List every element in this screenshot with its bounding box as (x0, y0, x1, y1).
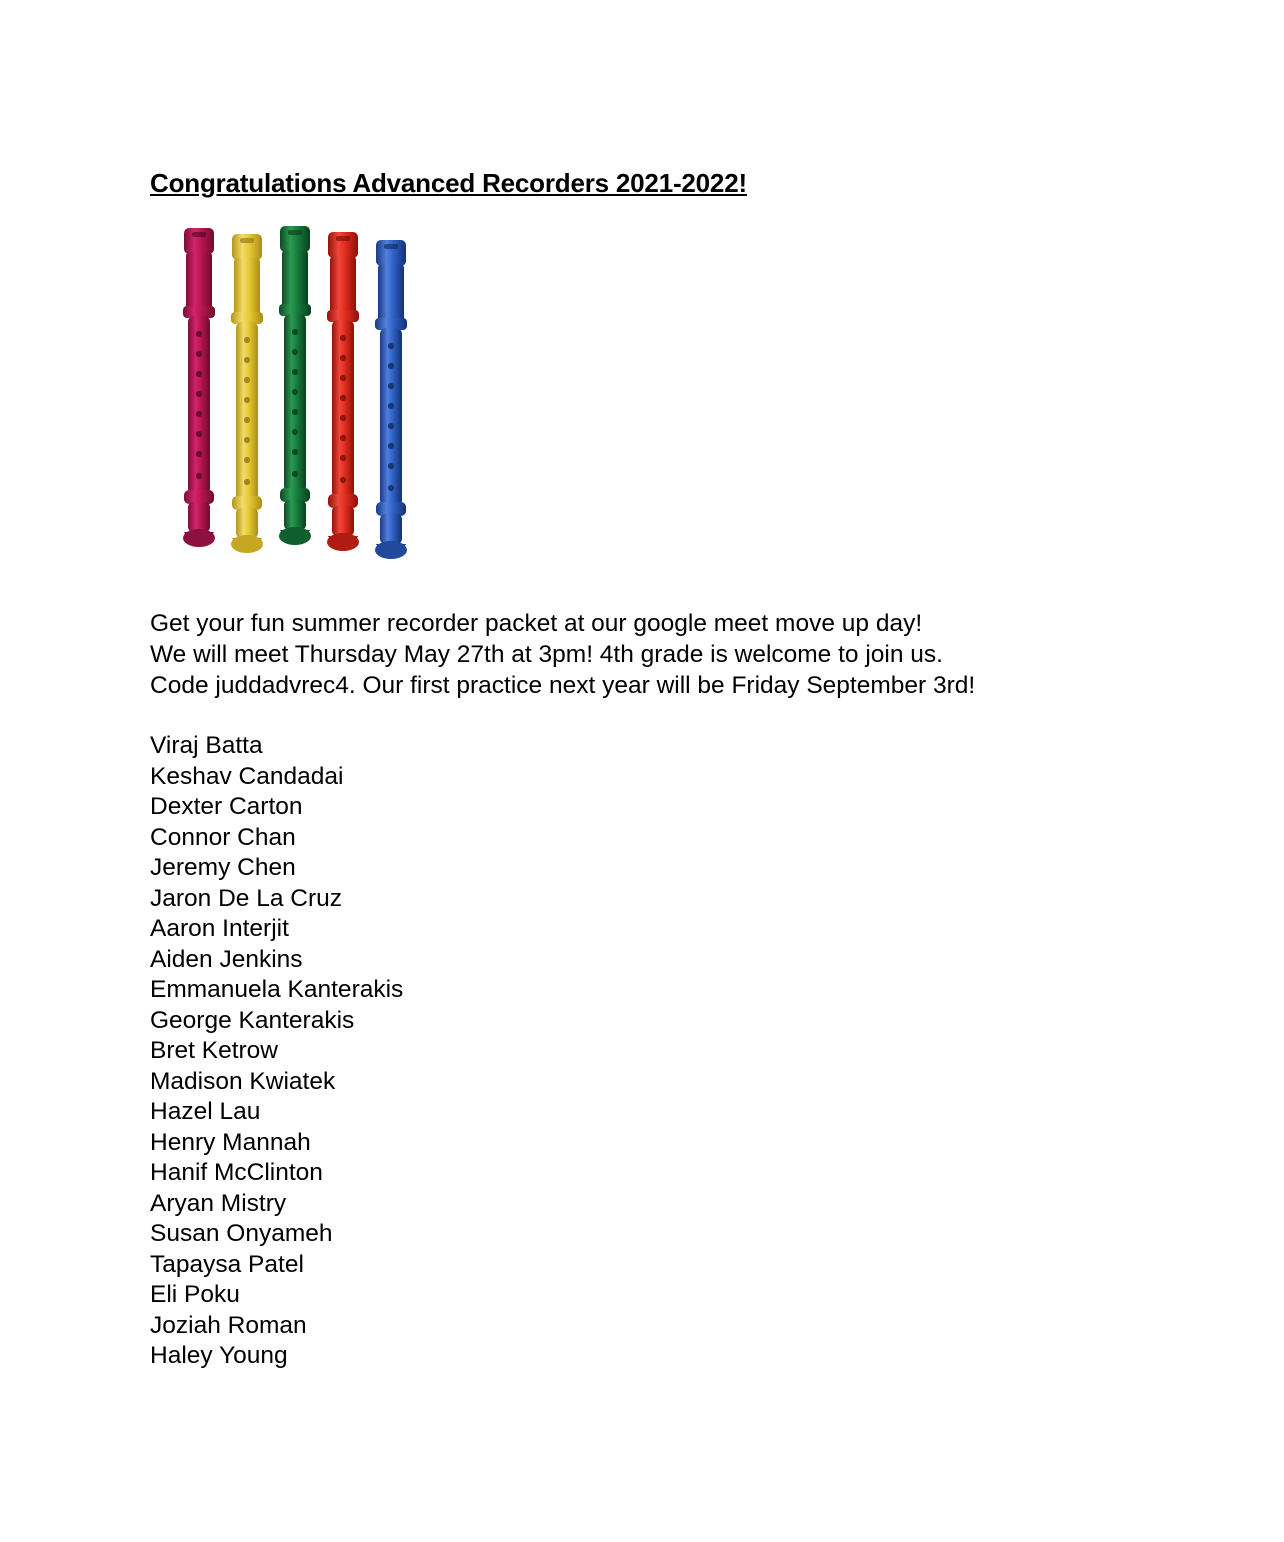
list-item: Bret Ketrow (150, 1037, 278, 1064)
announcement-line: We will meet Thursday May 27th at 3pm! 4th grade is welcome to join us. (150, 641, 943, 668)
list-item: Connor Chan (150, 823, 296, 851)
list-item: Susan Onyameh (150, 1220, 333, 1247)
list-item: Jaron De La Cruz (150, 884, 343, 912)
list-item: Hanif McClinton (150, 1159, 323, 1186)
student-name-list (150, 731, 850, 1372)
list-item: George Kanterakis (150, 1006, 355, 1034)
list-item: Eli Poku (150, 1281, 240, 1308)
list-item: Hazel Lau (150, 1098, 261, 1125)
list-item: Keshav Candadai (150, 762, 344, 790)
list-item: Tapaysa Patel (150, 1250, 304, 1278)
list-item: Joziah Roman (150, 1311, 307, 1339)
announcement-line: Code juddadvrec4. Our first practice next year will be Friday September 3rd! (150, 672, 976, 699)
list-item: Henry Mannah (150, 1128, 311, 1156)
list-item: Dexter Carton (150, 793, 303, 820)
recorder-photo (172, 214, 432, 574)
list-item: Aryan Mistry (150, 1189, 287, 1217)
list-item: Viraj Batta (150, 732, 263, 759)
list-item: Jeremy Chen (150, 854, 296, 881)
announcement-paragraph (150, 608, 1100, 701)
list-item: Aiden Jenkins (150, 945, 303, 973)
page-title: Congratulations Advanced Recorders 2021-2022! (150, 168, 747, 198)
announcement-line: Get your fun summer recorder packet at our google meet move up day! (150, 610, 923, 637)
list-item: Haley Young (150, 1342, 288, 1369)
list-item: Emmanuela Kanterakis (150, 976, 404, 1003)
list-item: Madison Kwiatek (150, 1067, 336, 1095)
list-item: Aaron Interjit (150, 915, 289, 942)
